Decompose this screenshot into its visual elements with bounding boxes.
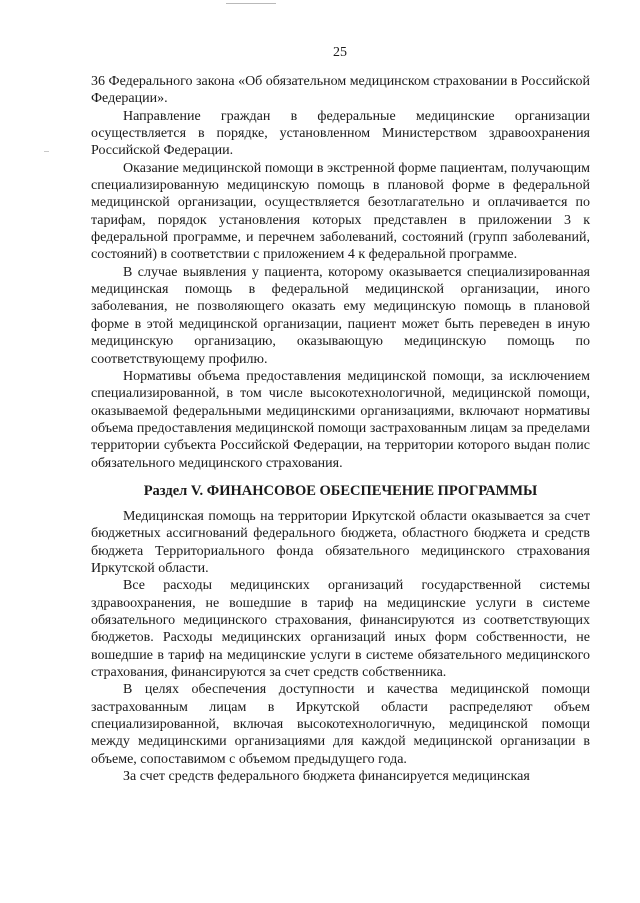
paragraph-accessibility: В целях обеспечения доступности и качества медицинской помощи застрахованным лицам в Иркутской области распределяют объем специализированной, включая высокотехнологичную, медицинской помощи между медицинскими организациями для каждой медицинской организации в объеме, сопоставимом с объемом предыдущего года.: [91, 682, 590, 767]
scan-mark-left: [44, 151, 49, 152]
paragraph-emergency-care: Оказание медицинской помощи в экстренной форме пациентам, получающим специализированную медицинскую помощь в плановой форме в федеральной медицинской организации, осуществляется безотлагательно и оплачивается по тарифам, порядок установления которых представлен в приложении 3 к федеральной программе, и перечнем заболеваний, состояний (групп заболеваний, состояний) в соответствии с приложением 4 к федеральной программе.: [91, 160, 590, 263]
document-body: [91, 73, 590, 785]
paragraph-referral: Направление граждан в федеральные медицинские организации осуществляется в порядке, установленном Министерством здравоохранения Российской Федерации.: [91, 108, 590, 159]
paragraph-volume-standards: Нормативы объема предоставления медицинской помощи, за исключением специализированной, в том числе высокотехнологичной, медицинской помощи, оказываемой федеральными медицинскими организациями, включают нормативы объема предоставления медицинской помощи застрахованным лицам за пределами территории субъекта Российской Федерации, на территории которого выдан полис обязательного медицинского страхования.: [91, 368, 590, 471]
page-number: 25: [333, 45, 347, 60]
paragraph-federal-budget: За счет средств федерального бюджета финансируется медицинская: [123, 769, 530, 785]
paragraph-patient-transfer: В случае выявления у пациента, которому оказывается специализированная медицинская помощь в федеральной медицинской организации, иного заболевания, не позволяющего оказать ему медицинскую помощь в плановой форме в этой медицинской организации, пациент может быть переведен в иную медицинскую организацию, оказывающую медицинскую помощь по соответствующему профилю.: [91, 264, 590, 367]
paragraph-funding-sources: Медицинская помощь на территории Иркутской области оказывается за счет бюджетных ассигнований федерального бюджета, областного бюджета и средств бюджета Территориального фонда обязательного медицинского страхования Иркутской области.: [91, 508, 590, 576]
section-heading: Раздел V. ФИНАНСОВОЕ ОБЕСПЕЧЕНИЕ ПРОГРАММЫ: [143, 482, 538, 499]
scan-mark-top: [226, 3, 276, 4]
paragraph-expenses: Все расходы медицинских организаций государственной системы здравоохранения, не вошедшие в тариф на медицинские услуги в системе обязательного медицинского страхования, финансируются из соответствующих бюджетов. Расходы медицинских организаций иных форм собственности, не вошедшие в тариф на медицинские услуги в системе обязательного медицинского страхования, финансируются за счет средств собственника.: [91, 578, 590, 680]
paragraph-continuation: 36 Федерального закона «Об обязательном медицинском страховании в Российской Федерации».: [91, 74, 590, 107]
